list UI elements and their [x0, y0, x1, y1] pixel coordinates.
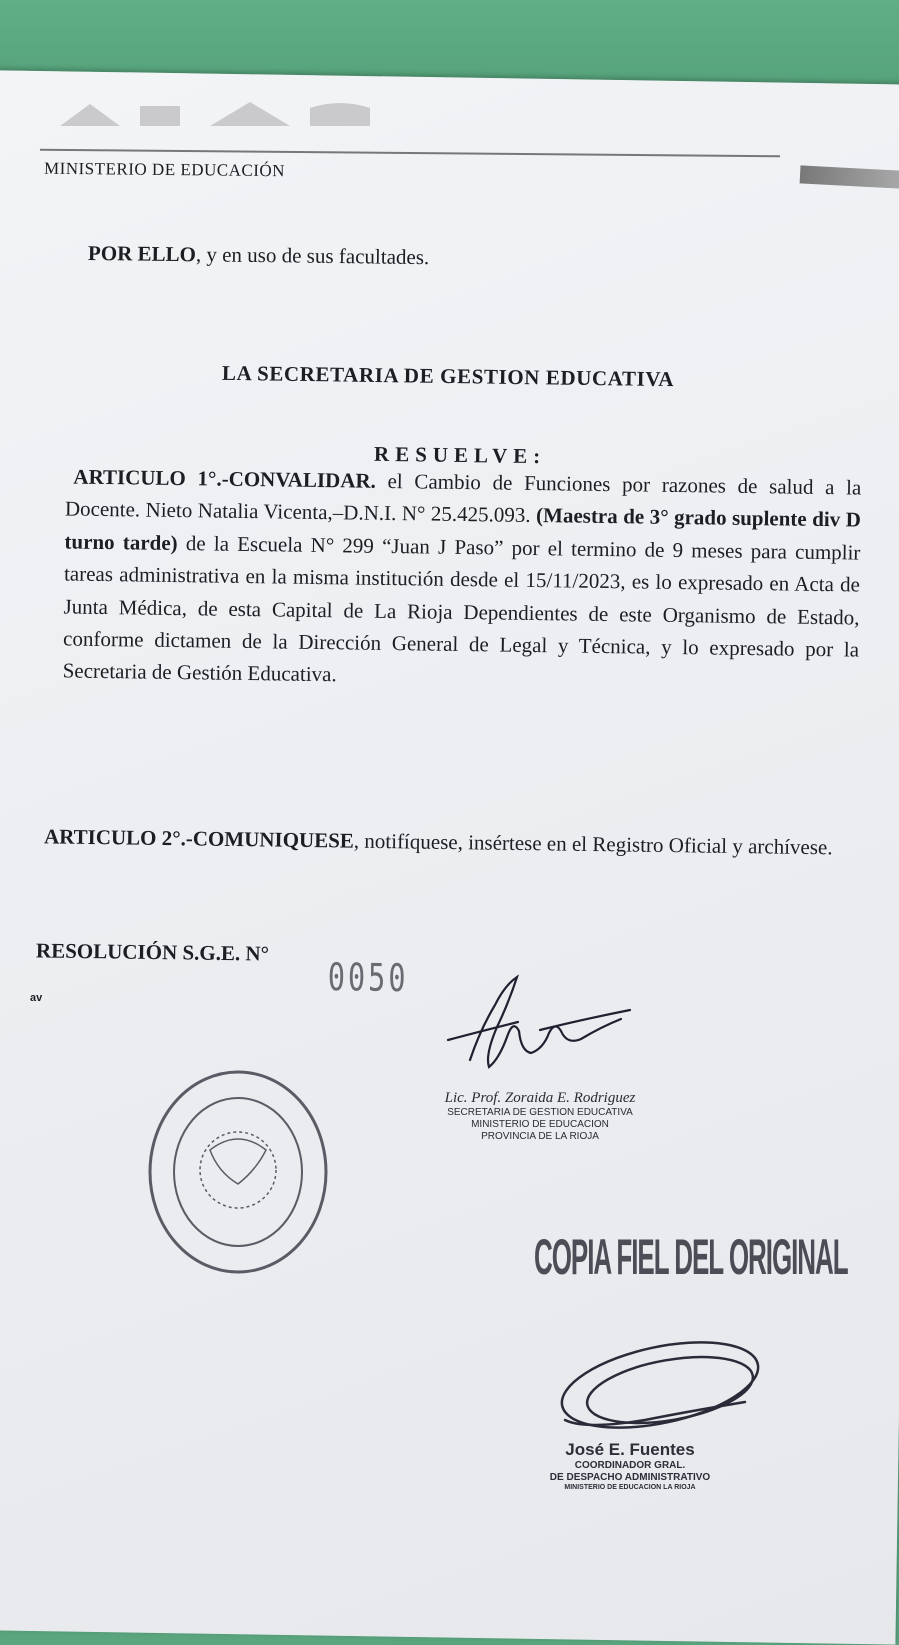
signatory-1-name: Lic. Prof. Zoraida E. Rodriguez [444, 1090, 636, 1106]
resolution-label: RESOLUCIÓN S.G.E. N° [35, 938, 270, 966]
signatory-2-dept: DE DESPACHO ADMINISTRATIVO [549, 1472, 711, 1483]
certified-copy-stamp: COPIA FIEL DEL ORIGINAL [534, 1229, 848, 1285]
ministry-header: MINISTERIO DE EDUCACIÓN [43, 158, 286, 181]
article-1-text-a: el Cambio de Funciones por razones de salud a la Docente. Nieto Natalia Vicenta,–D.N.I. N° 25.425.093. [64, 468, 862, 528]
typist-initials: av [30, 992, 43, 1004]
article-2-heading: ARTICULO 2°.-COMUNIQUESE [43, 824, 355, 853]
intro-text: , y en uso de sus facultades. [195, 242, 430, 270]
resolution-number: 0050 [327, 955, 409, 1001]
article-1-text-c: de la Escuela N° 299 “Juan J Paso” por el termino de 9 meses para cumplir tareas administrativa en la misma institución desde el 15/11/2023, es lo expresado en Acta de Junta Médica, de esta Capital de La Rioja Dependientes de este Organismo de Estado, conforme dictamen de la Dirección General de Legal y Técnica, y lo expresado por la Secretaria de Gestión Educativa. [62, 530, 861, 687]
signatory-2-role: COORDINADOR GRAL. [574, 1460, 686, 1471]
signature-2-scribble [554, 1327, 765, 1443]
resolves-heading: RESUELVE: [373, 441, 547, 469]
signature-1-block [420, 1090, 660, 1143]
article-1-bold: (Maestra de 3° grado suplente div D turno tarde) [64, 503, 862, 555]
signature-1-scribble [448, 977, 630, 1067]
signatory-1-role: SECRETARIA DE GESTION EDUCATIVA [447, 1107, 633, 1118]
signatory-1-ministry: MINISTERIO DE EDUCACION [471, 1119, 609, 1130]
signatory-1-province: PROVINCIA DE LA RIOJA [481, 1131, 599, 1142]
article-2-text: , notifíquese, insértese en el Registro Oficial y archívese. [353, 828, 833, 860]
ministry-seal [150, 1072, 326, 1272]
signatory-2-ministry: MINISTERIO DE EDUCACION LA RIOJA [564, 1484, 696, 1491]
article-1-heading: ARTICULO 1°.-CONVALIDAR. [73, 464, 377, 493]
signature-2-block [520, 1440, 740, 1491]
signatory-2-name: José E. Fuentes [565, 1440, 695, 1459]
intro-bold: POR ELLO [87, 240, 197, 267]
authority-heading: LA SECRETARIA DE GESTION EDUCATIVA [221, 360, 675, 392]
